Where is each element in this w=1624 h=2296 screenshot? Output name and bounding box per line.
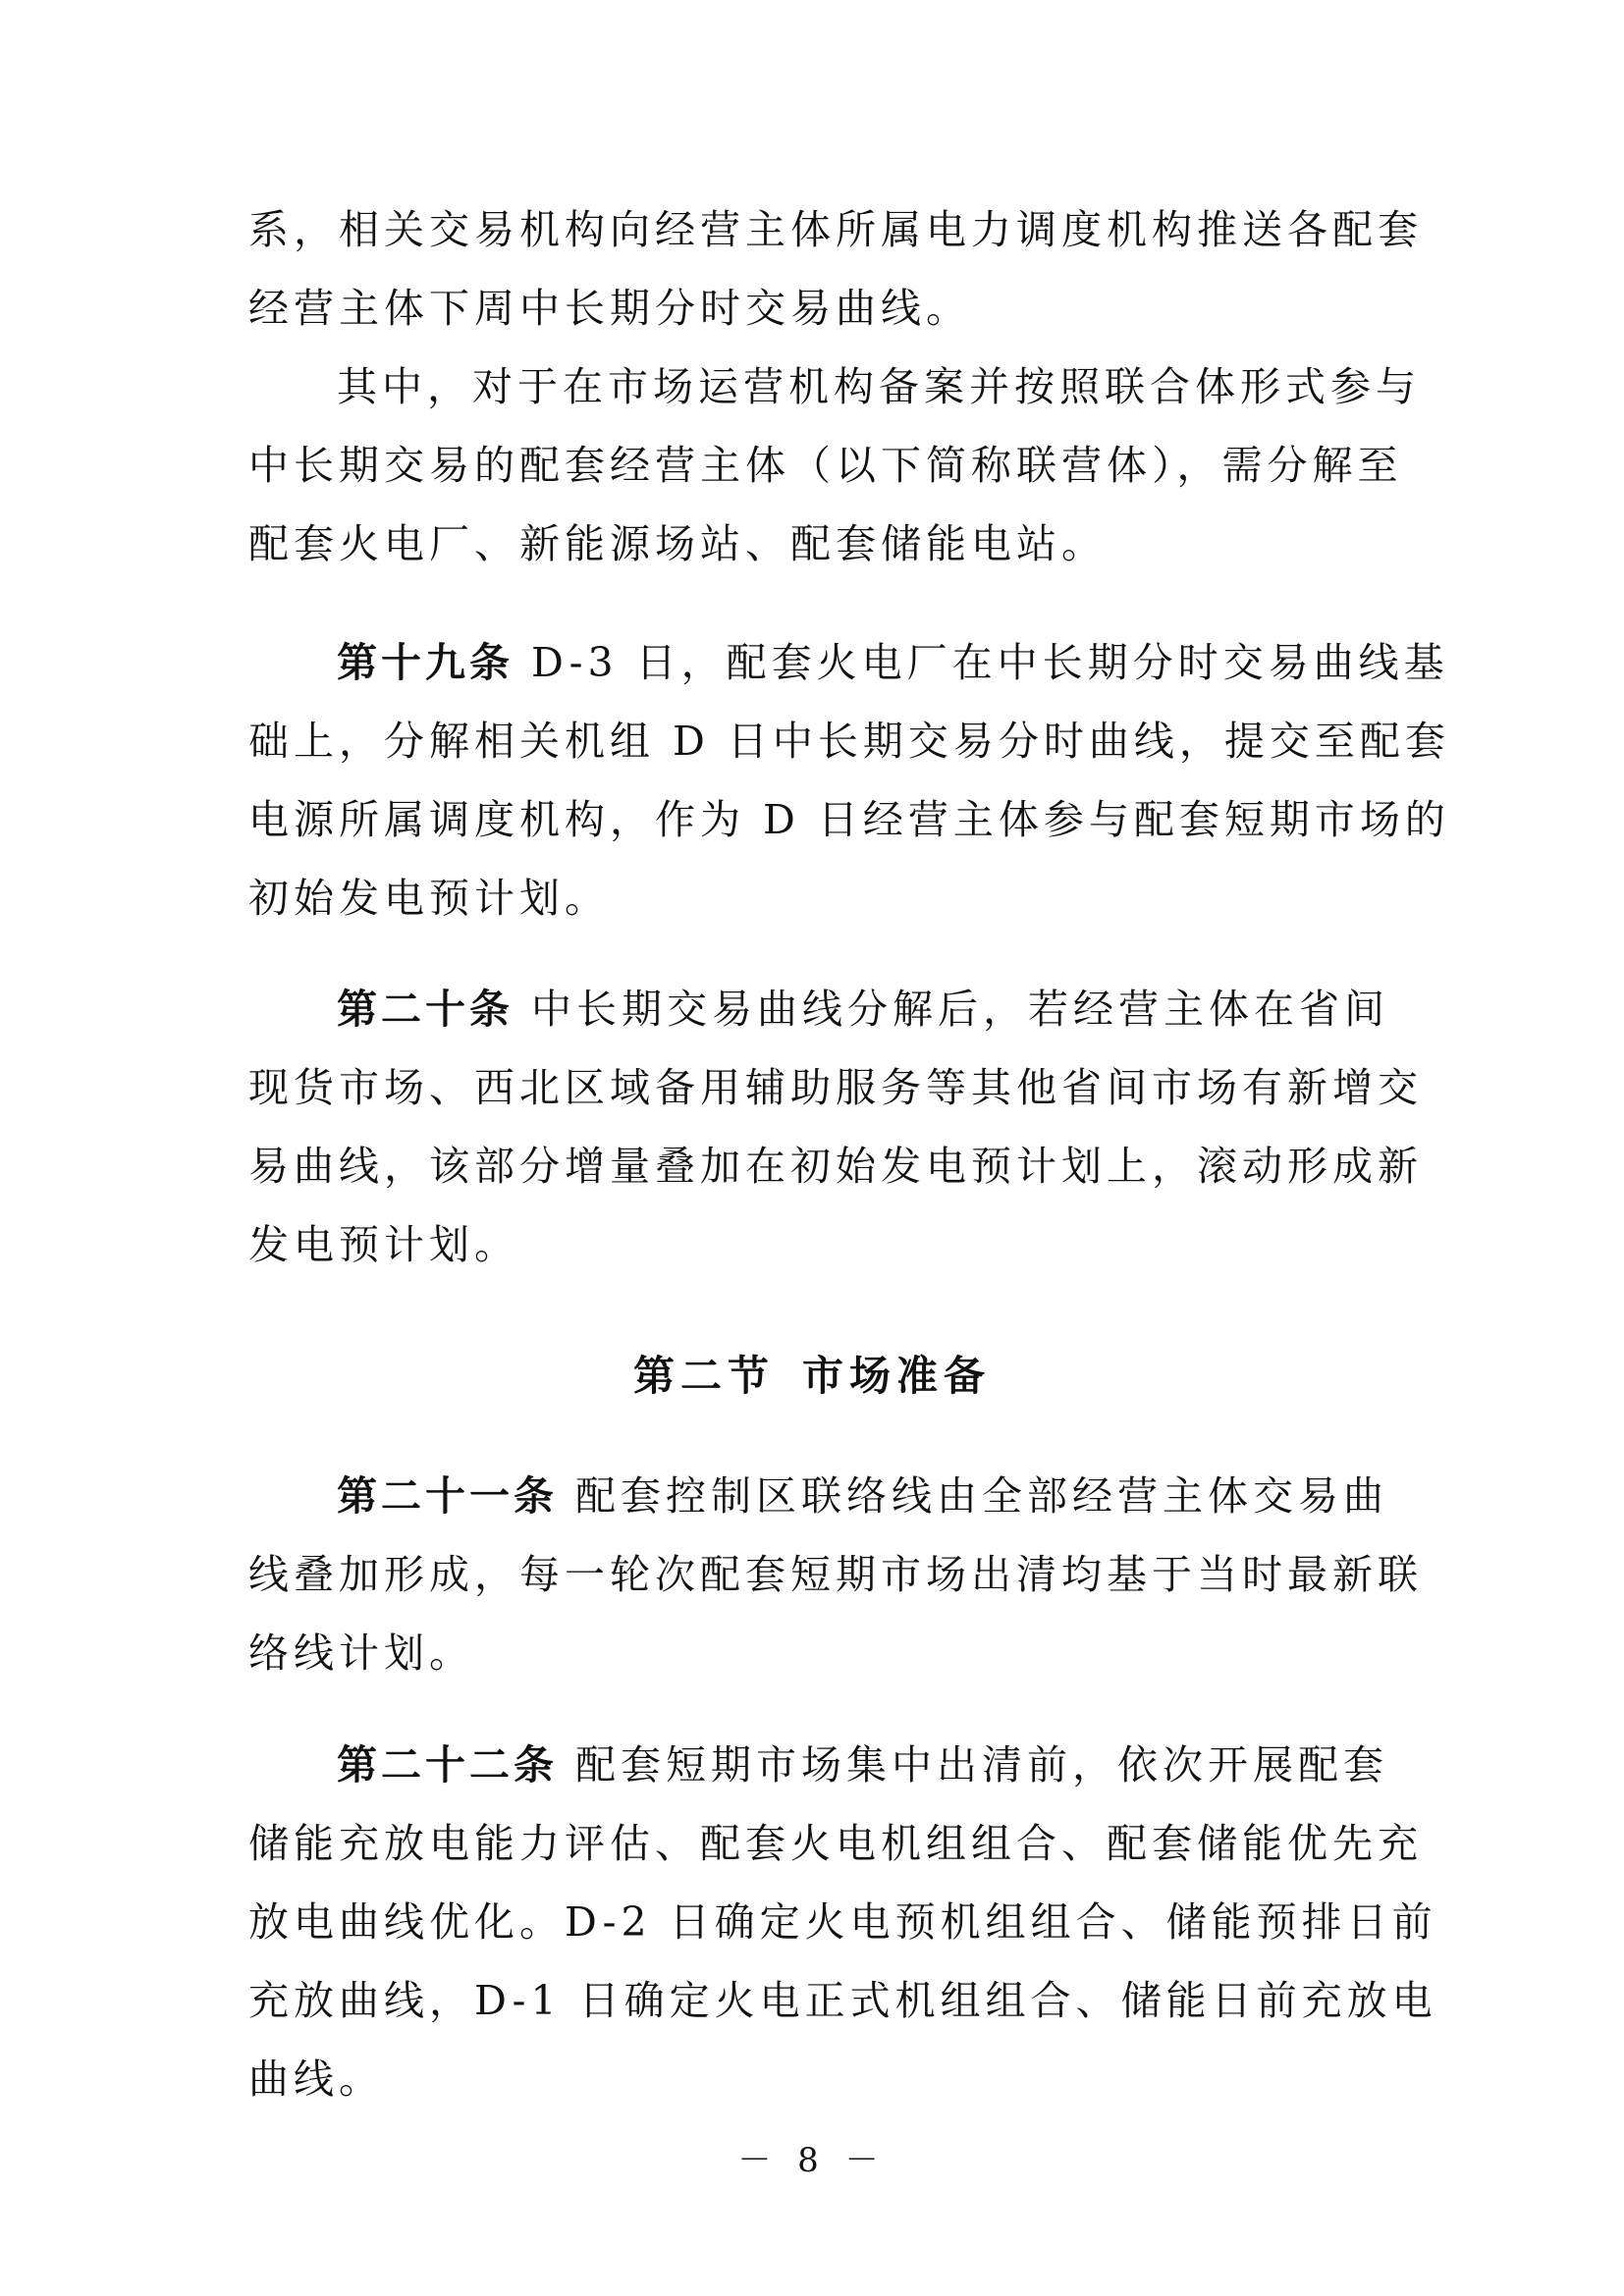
paragraph-line: 充放曲线，D-1 日确定火电正式机组组合、储能日前充放电 [248, 1977, 1437, 2024]
paragraph-line: 储能充放电能力评估、配套火电机组组合、配套储能优先充 [248, 1820, 1423, 1867]
page-number: － 8 － [737, 2141, 887, 2180]
paragraph-line: 线叠加形成，每一轮次配套短期市场出清均基于当时最新联 [248, 1551, 1423, 1598]
section-heading [0, 1347, 1624, 1406]
article-text: 配套短期市场集中出清前，依次开展配套 [575, 1741, 1388, 1789]
paragraph-line [248, 970, 1387, 1048]
article-heading: 第二十条 [337, 986, 514, 1033]
paragraph-line: 放电曲线优化。D-2 日确定火电预机组组合、储能预排日前 [248, 1898, 1437, 1946]
paragraph-line: 电源所属调度机构，作为 D 日经营主体参与配套短期市场的 [248, 796, 1450, 843]
paragraph-line: 中长期交易的配套经营主体（以下简称联营体），需分解至 [248, 442, 1403, 489]
paragraph-line [248, 623, 1449, 702]
article-heading: 第二十一条 [337, 1472, 558, 1520]
paragraph-line: 现货市场、西北区域备用辅助服务等其他省间市场有新增交 [248, 1064, 1423, 1111]
article-22 [248, 1726, 1437, 2118]
paragraph-line: 配套火电厂、新能源场站、配套储能电站。 [248, 520, 1107, 567]
paragraph-line: 经营主体下周中长期分时交易曲线。 [248, 285, 971, 332]
article-19 [248, 623, 1450, 937]
paragraph-line: 其中，对于在市场运营机构备案并按照联合体形式参与 [337, 363, 1421, 410]
paragraph-line: 发电预计划。 [248, 1221, 519, 1268]
paragraph-line: 易曲线，该部分增量叠加在初始发电预计划上，滚动形成新 [248, 1143, 1423, 1190]
paragraph-line: 曲线。 [248, 2056, 384, 2103]
article-text: D-3 日，配套火电厂在中长期分时交易曲线基 [531, 639, 1449, 686]
article-text: 中长期交易曲线分解后，若经营主体在省间 [531, 986, 1389, 1033]
article-heading: 第十九条 [337, 639, 514, 686]
paragraph-line: 础上，分解相关机组 D 日中长期交易分时曲线，提交至配套 [248, 718, 1450, 765]
article-20 [248, 970, 1423, 1284]
section-title-text: 市场准备 [802, 1352, 992, 1400]
paragraph-line [248, 1457, 1387, 1535]
paragraph-line: 初始发电预计划。 [248, 875, 610, 922]
paragraph-line [248, 1726, 1387, 1804]
article-heading: 第二十二条 [337, 1741, 558, 1789]
article-text: 配套控制区联络线由全部经营主体交易曲 [575, 1472, 1388, 1520]
paragraph-line: 系，相关交易机构向经营主体所属电力调度机构推送各配套 [248, 206, 1423, 253]
text-block-upper [248, 190, 1423, 583]
article-21 [248, 1457, 1423, 1692]
section-number: 第二节 [632, 1352, 775, 1400]
paragraph-line: 络线计划。 [248, 1629, 474, 1677]
